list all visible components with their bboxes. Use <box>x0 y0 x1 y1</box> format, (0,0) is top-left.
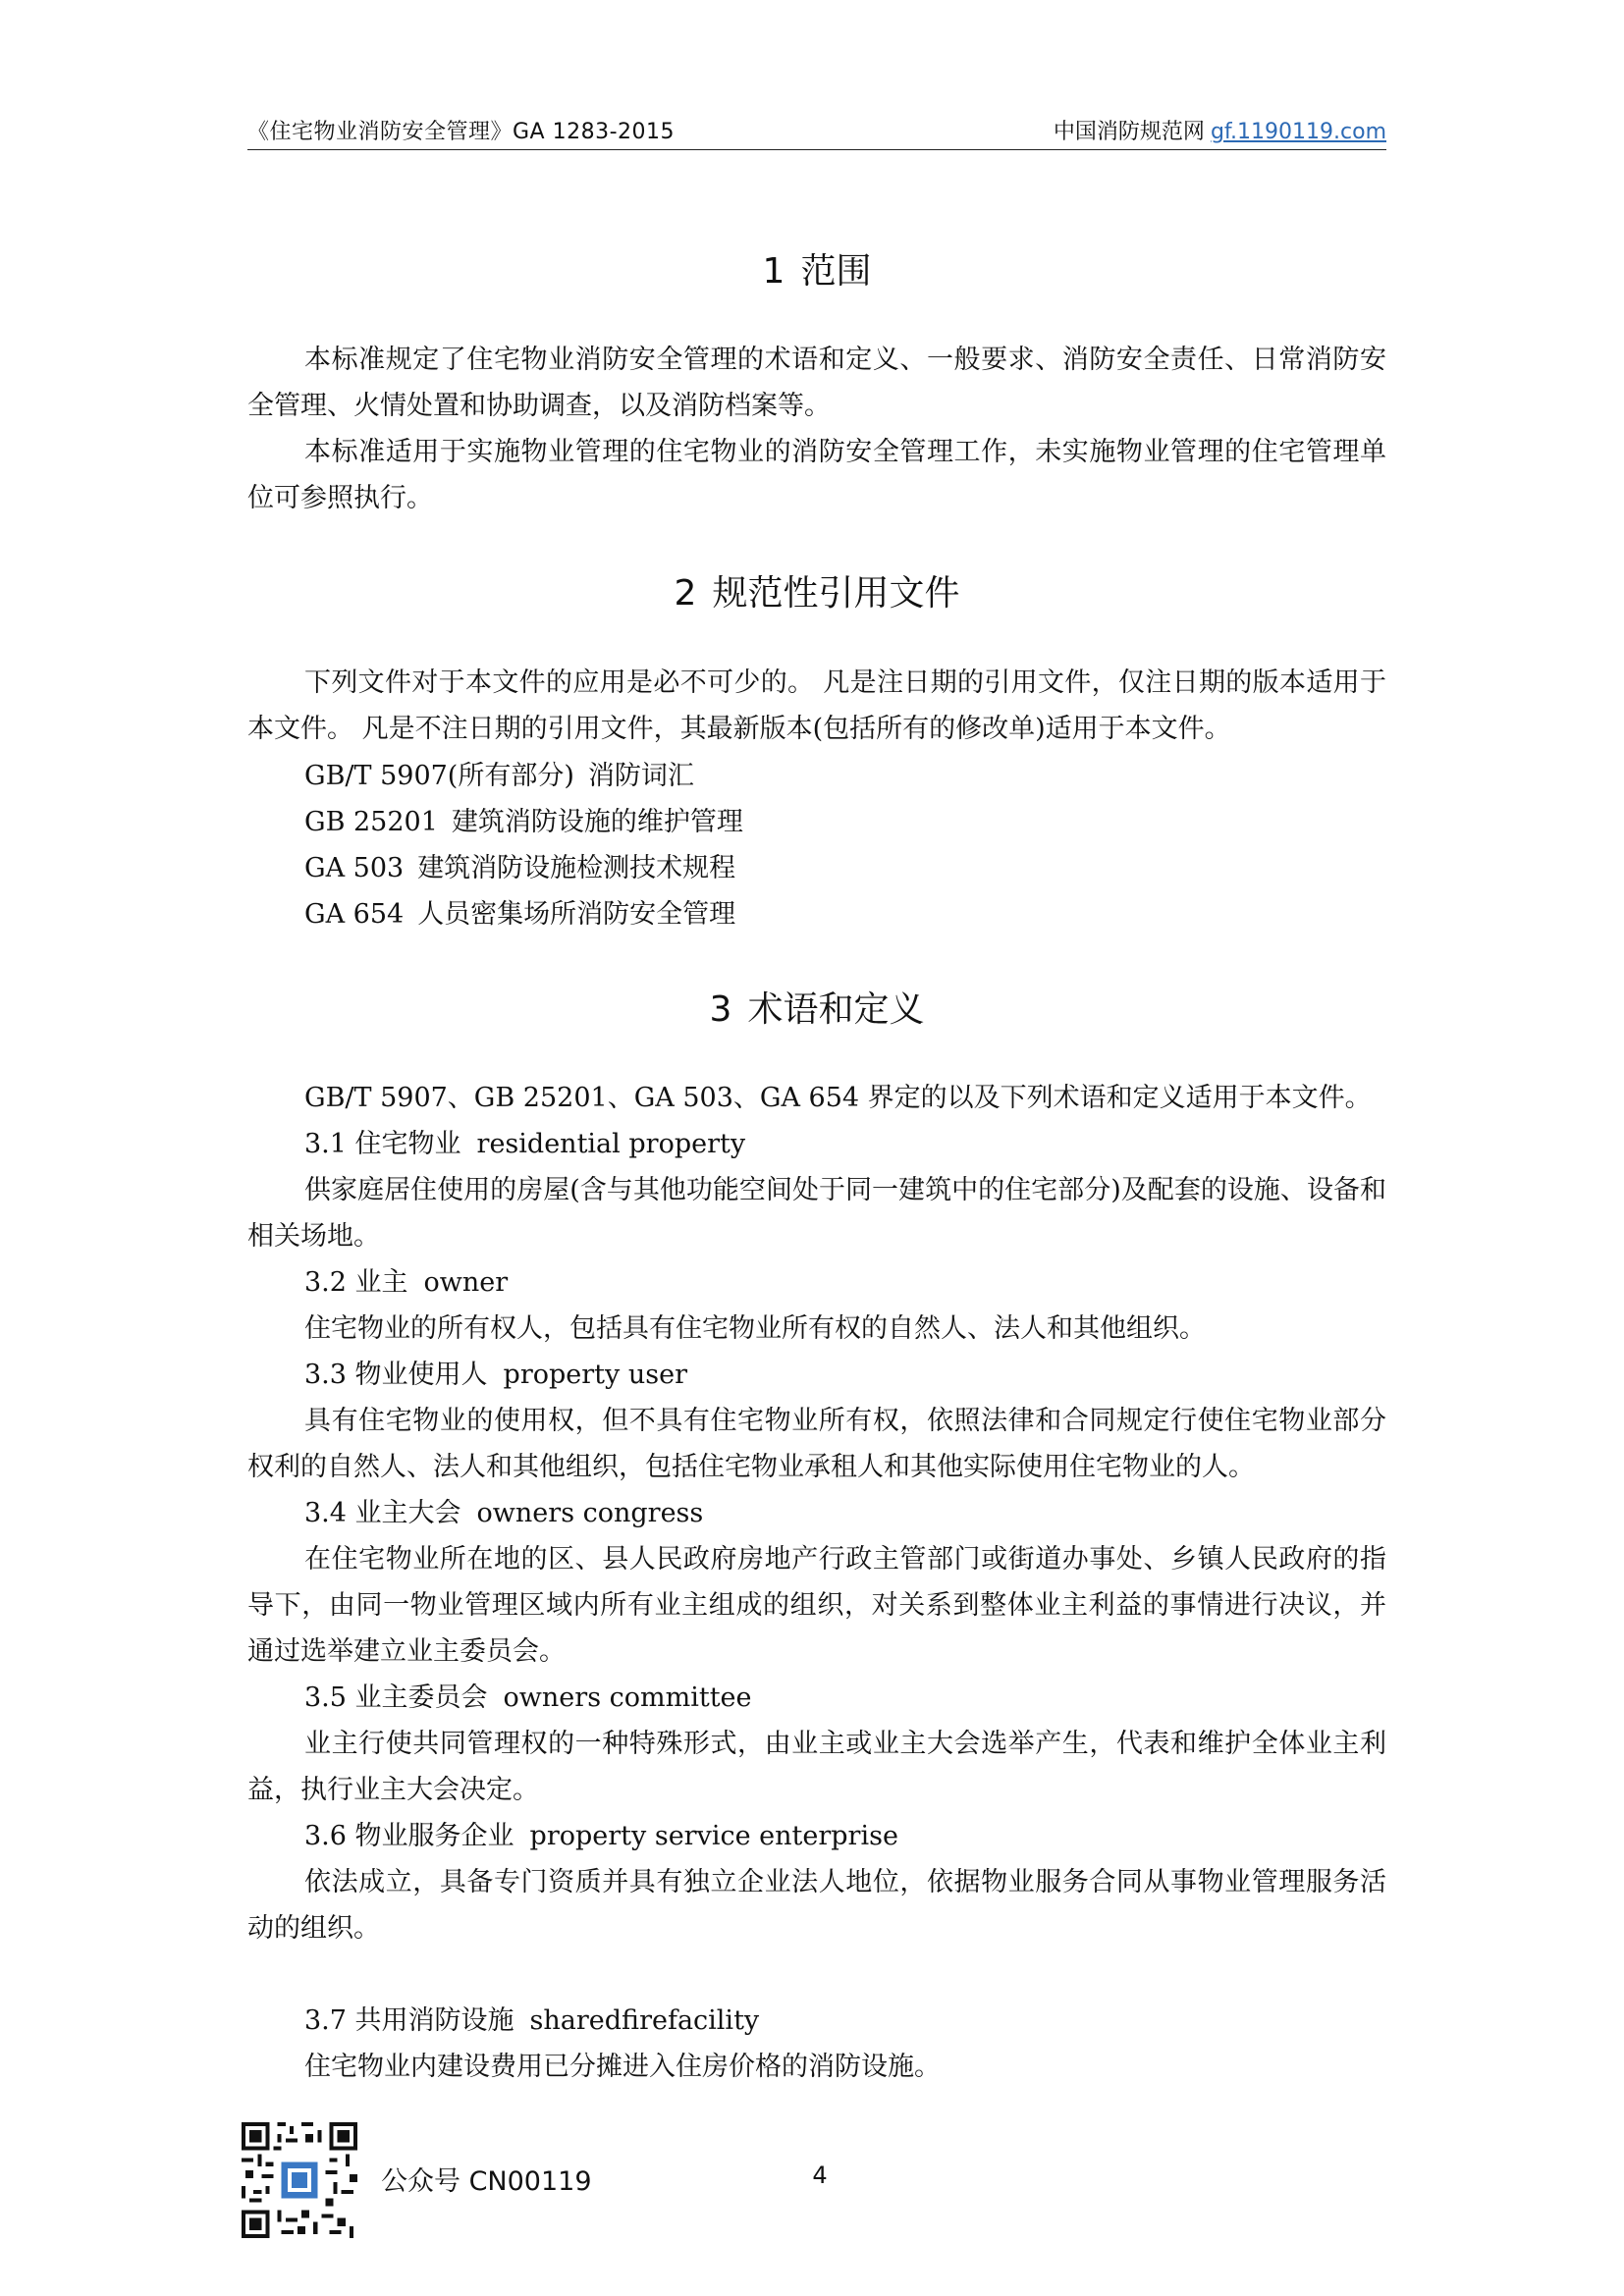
term-heading <box>304 1352 687 1398</box>
reference-title: 建筑消防设施的维护管理 <box>451 807 743 837</box>
section-title: 规范性引用文件 <box>712 573 960 614</box>
term-definition: 住宅物业的所有权人，包括具有住宅物业所有权的自然人、法人和其他组织。 <box>304 1313 1206 1344</box>
reference-title: 消防词汇 <box>587 761 694 791</box>
header-site <box>1054 115 1386 145</box>
header-document-title: 《住宅物业消防安全管理》GA 1283-2015 <box>247 120 676 144</box>
term-en: property user <box>503 1360 687 1390</box>
term-en: owners committee <box>503 1682 752 1713</box>
term-definition: 依法成立，具备专门资质并具有独立企业法人地位，依据物业服务合同从事物业管理服务活动的组织。 <box>247 1867 1386 1944</box>
reference-item <box>304 891 735 937</box>
reference-item <box>304 753 694 799</box>
scope-paragraph-2: 本标准适用于实施物业管理的住宅物业的消防安全管理工作，未实施物业管理的住宅管理单位可参照执行。 <box>247 437 1386 513</box>
term-definition: 供家庭居住使用的房屋(含与其他功能空间处于同一建筑中的住宅部分)及配套的设施、设备和相关场地。 <box>247 1175 1386 1252</box>
term-definition: 在住宅物业所在地的区、县人民政府房地产行政主管部门或街道办事处、乡镇人民政府的指导下，由同一物业管理区域内所有业主组成的组织，对关系到整体业主利益的事情进行决议，并通过选举建立业主委员会。 <box>247 1544 1386 1667</box>
term-heading <box>304 1121 745 1167</box>
term-zh: 物业服务企业 <box>354 1821 514 1851</box>
term-zh: 共用消防设施 <box>354 2005 514 2036</box>
section-title: 范围 <box>800 251 872 292</box>
section-heading-scope <box>247 243 1386 294</box>
term-heading <box>304 1490 703 1536</box>
section-heading-normative-references <box>247 565 1386 615</box>
section-heading-terms <box>247 982 1386 1032</box>
normative-intro: 下列文件对于本文件的应用是必不可少的。 凡是注日期的引用文件，仅注日期的版本适用于本文件。 凡是不注日期的引用文件，其最新版本(包括所有的修改单)适用于本文件。 <box>247 667 1386 744</box>
term-id: 3.5 <box>304 1682 347 1713</box>
term-en: property service enterprise <box>529 1821 898 1851</box>
page-number: 4 <box>812 2162 828 2189</box>
header-site-name: 中国消防规范网 <box>1053 120 1205 144</box>
term-en: sharedfirefacility <box>529 2005 760 2036</box>
term-definition: 业主行使共同管理权的一种特殊形式，由业主或业主大会选举产生，代表和维护全体业主利益，执行业主大会决定。 <box>247 1729 1386 1805</box>
term-zh: 业主大会 <box>354 1498 461 1528</box>
term-definition: 住宅物业内建设费用已分摊进入住房价格的消防设施。 <box>304 2052 941 2082</box>
running-header <box>247 114 1386 150</box>
term-zh: 物业使用人 <box>354 1360 488 1390</box>
section-title: 术语和定义 <box>747 989 925 1030</box>
reference-code: GA 503 <box>304 853 405 883</box>
section-number: 2 <box>674 573 697 614</box>
term-zh: 业主 <box>354 1267 408 1298</box>
term-id: 3.3 <box>304 1360 347 1390</box>
terms-intro: GB/T 5907、GB 25201、GA 503、GA 654 界定的以及下列术语和定义适用于本文件。 <box>304 1083 1372 1113</box>
term-id: 3.2 <box>304 1267 347 1298</box>
term-zh: 业主委员会 <box>354 1682 488 1713</box>
term-heading <box>304 1675 752 1721</box>
term-id: 3.6 <box>304 1821 347 1851</box>
term-heading <box>304 1259 508 1306</box>
reference-title: 建筑消防设施检测技术规程 <box>417 853 736 883</box>
term-heading <box>304 1813 898 1859</box>
reference-code: GB 25201 <box>304 807 438 837</box>
reference-title: 人员密集场所消防安全管理 <box>417 899 736 930</box>
scope-paragraph-1: 本标准规定了住宅物业消防安全管理的术语和定义、一般要求、消防安全责任、日常消防安全管理、火情处置和协助调查，以及消防档案等。 <box>247 345 1386 421</box>
reference-item <box>304 799 743 845</box>
qr-code-icon <box>242 2122 357 2238</box>
term-definition: 具有住宅物业的使用权，但不具有住宅物业所有权，依照法律和合同规定行使住宅物业部分权利的自然人、法人和其他组织，包括住宅物业承租人和其他实际使用住宅物业的人。 <box>247 1406 1386 1482</box>
reference-code: GB/T 5907(所有部分) <box>304 761 574 791</box>
section-number: 3 <box>709 989 732 1030</box>
footer-account: 公众号 CN00119 <box>381 2166 592 2197</box>
reference-item <box>304 845 735 891</box>
term-en: residential property <box>476 1129 746 1159</box>
term-zh: 住宅物业 <box>354 1129 461 1159</box>
term-id: 3.7 <box>304 2005 347 2036</box>
term-id: 3.4 <box>304 1498 347 1528</box>
header-site-link[interactable]: gf.1190119.com <box>1210 120 1386 144</box>
reference-code: GA 654 <box>304 899 405 930</box>
term-en: owners congress <box>476 1498 704 1528</box>
term-heading <box>304 1998 759 2044</box>
section-number: 1 <box>762 251 785 292</box>
term-en: owner <box>423 1267 509 1298</box>
term-id: 3.1 <box>304 1129 347 1159</box>
